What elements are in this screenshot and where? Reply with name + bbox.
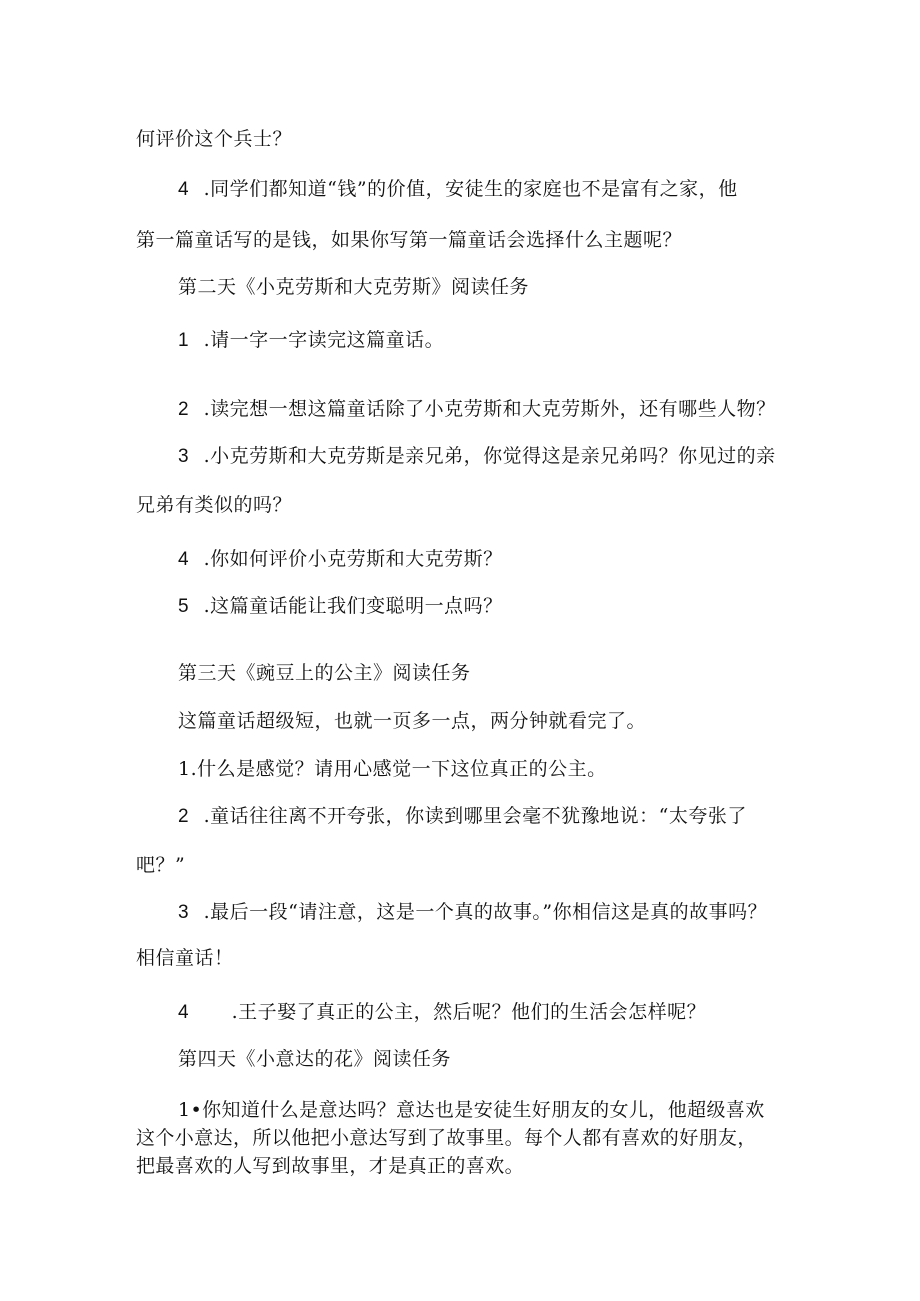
- heading-text: 第二天《小克劳斯和大克劳斯》阅读任务: [178, 276, 530, 298]
- question-2: [178, 803, 747, 830]
- question-4: [178, 999, 706, 1026]
- section-heading-day2: [178, 274, 529, 300]
- line-text: 相信童话！: [136, 947, 234, 969]
- text-line: [136, 945, 234, 971]
- question-text: .童话往往离不开夸张，你读到哪里会毫不犹豫地说：“太夸张了: [203, 805, 747, 827]
- question-number: 4: [178, 549, 190, 570]
- question-text: .王子娶了真正的公主，然后呢？他们的生活会怎样呢？: [231, 1001, 707, 1023]
- line-text: 兄弟有类似的吗？: [136, 494, 293, 516]
- paragraph-line: 把最喜欢的人写到故事里，才是真正的喜欢。: [136, 1155, 525, 1177]
- question-text: .小克劳斯和大克劳斯是亲兄弟，你觉得这是亲兄弟吗？你见过的亲: [203, 445, 776, 467]
- paragraph-line: 1•你知道什么是意达吗？意达也是安徒生好朋友的女儿，他超级喜欢: [178, 1099, 765, 1121]
- section-heading-day3: [178, 660, 471, 686]
- question-text: .这篇童话能让我们变聪明一点吗？: [203, 595, 503, 617]
- text-line: [136, 852, 185, 878]
- line-text: 吧？”: [136, 854, 186, 876]
- question-5: [178, 593, 503, 620]
- question-text: .读完想一想这篇童话除了小克劳斯和大克劳斯外，还有哪些人物？: [203, 398, 776, 420]
- question-1: [178, 756, 607, 782]
- question-number: 2: [178, 806, 190, 827]
- text-line: [178, 708, 646, 734]
- question-text: .同学们都知道“钱”的价值，安徒生的家庭也不是富有之家，他: [203, 178, 738, 200]
- question-number: 4: [178, 1002, 190, 1023]
- heading-text: 第三天《豌豆上的公主》阅读任务: [178, 662, 471, 684]
- line-text: 这篇童话超级短，也就一页多一点，两分钟就看完了。: [178, 710, 647, 732]
- question-number: 2: [178, 399, 190, 420]
- section-heading-day4: [178, 1046, 451, 1072]
- text-line: [136, 227, 682, 253]
- question-3: [178, 899, 767, 926]
- question-text: .请一字一字读完这篇童话。: [203, 329, 445, 351]
- question-number: 3: [178, 446, 190, 467]
- question-4: [178, 176, 738, 203]
- line-text: 何评价这个兵士？: [136, 128, 293, 150]
- question-3: [178, 443, 776, 470]
- question-text: .最后一段“请注意，这是一个真的故事。”你相信这是真的故事吗？: [203, 901, 768, 923]
- paragraph-day4-q1: [136, 1096, 765, 1180]
- heading-text: 第四天《小意达的花》阅读任务: [178, 1048, 452, 1070]
- text-line: [136, 492, 292, 518]
- question-number: 4: [178, 179, 190, 200]
- question-4: [178, 546, 503, 573]
- question-2: [178, 396, 776, 423]
- question-1: [178, 327, 444, 354]
- question-number: 1: [178, 330, 190, 351]
- text-line: [136, 126, 292, 152]
- question-number: 5: [178, 596, 190, 617]
- question-text: 1.什么是感觉？请用心感觉一下这位真正的公主。: [178, 758, 607, 780]
- line-text: 第一篇童话写的是钱，如果你写第一篇童话会选择什么主题呢？: [136, 229, 683, 251]
- question-text: .你如何评价小克劳斯和大克劳斯？: [203, 548, 503, 570]
- paragraph-line: 这个小意达，所以他把小意达写到了故事里。每个人都有喜欢的好朋友，: [136, 1127, 757, 1149]
- question-number: 3: [178, 902, 190, 923]
